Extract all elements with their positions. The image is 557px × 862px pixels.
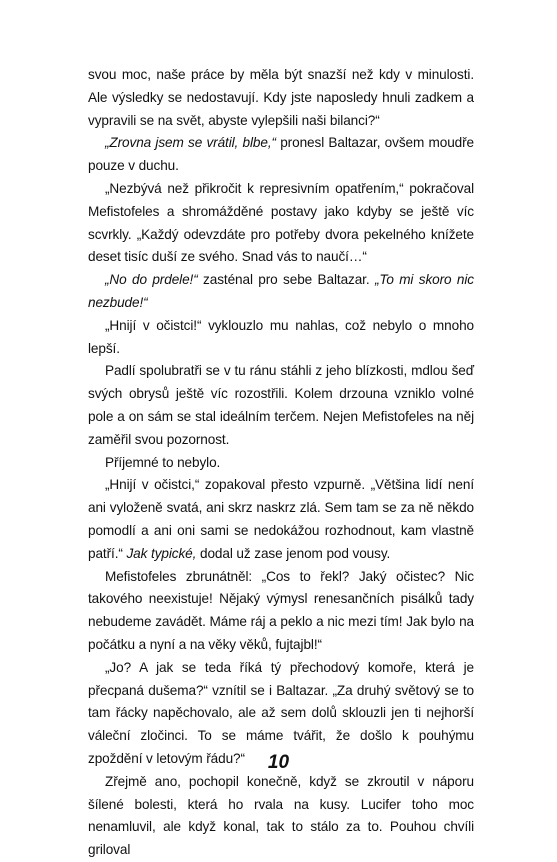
text-run: svou moc, naše práce by měla být snazší než kdy v minulosti. Ale výsledky se nedostavují. Kdy jste naposledy hnuli zadkem a vypravili se na svět, abyste vylepšili naši bilanci?“ <box>88 67 474 128</box>
italic-text-run: „To mi skoro nic nezbude!“ <box>88 272 474 310</box>
text-run: Padlí spolubratři se v tu ránu stáhli z jeho blízkosti, mdlou šeď svých obrysů ještě víc rozostřili. Kolem drzouna vzniklo volné pole a on sám se stal ideálním terčem. Nejen Mefistofeles na něj zaměřil svou pozornost. <box>88 363 474 447</box>
text-run: „Hnijí v očistci,“ zopakoval přesto vzpurně. „Většina lidí není ani vyloženě svatá, ani skrz naskrz zlá. Sem tam se za ně někdo pomodlí a ani oni sami se nedokážou rozhodnout, kam vlastně patří.“ <box>88 477 474 561</box>
text-run: zasténal pro sebe Baltazar. <box>197 272 375 288</box>
paragraph <box>88 474 474 565</box>
text-run: pronesl Baltazar, ovšem moudře pouze v duchu. <box>88 135 474 174</box>
page-number: 10 <box>267 752 290 773</box>
italic-text-run: „No do prdele!“ <box>105 272 198 288</box>
paragraph <box>88 771 474 862</box>
paragraph <box>88 132 474 178</box>
paragraph <box>88 64 474 132</box>
text-run: dodal už zase jenom pod vousy. <box>196 545 391 561</box>
paragraph <box>88 178 474 269</box>
text-run: „Jo? A jak se teda říká tý přechodový komoře, která je přecpaná dušema?“ vznítil se i Baltazar. „Za druhý světový se to tam řácky napěchovalo, ale až sem dolů sklouzli jen ti nejhorší váleční zločinci. To se máme tvářit, že došlo k pouhýmu zpoždění v letovým řádu?“ <box>88 659 474 766</box>
italic-text-run: „Zrovna jsem se vrátil, blbe,“ <box>105 135 276 151</box>
paragraph <box>88 360 474 451</box>
text-run: „Nezbývá než přikročit k represivním opatřením,“ pokračoval Mefistofeles a shromážděné postavy jako kdyby se ještě víc scvrkly. „Každý odevzdáte pro potřeby dvora pekelného knížete deset tisíc duší ze svého. Snad vás to naučí…“ <box>88 180 474 265</box>
text-run: „Hnijí v očistci!“ vyklouzlo mu nahlas, což nebylo o mnoho lepší. <box>88 317 474 356</box>
paragraph <box>88 315 474 361</box>
text-run: Zřejmě ano, pochopil konečně, když se zkroutil v náporu šílené bolesti, která ho rvala na kusy. Lucifer toho moc nenamluvil, ale když konal, tak to stálo za to. Pouhou chvíli griloval <box>88 773 474 858</box>
text-run: Mefistofeles zbrunátněl: „Cos to řekl? Jaký očistec? Nic takového neexistuje! Nějaký výmysl renesančních pisálků tady nebudeme zavádět. Máme ráj a peklo a nic mezi tím! Jak bylo na počátku a nyní a na věky věků, fujtajbl!“ <box>88 568 474 652</box>
paragraph <box>88 269 474 315</box>
text-run: Příjemné to nebylo. <box>105 454 221 470</box>
italic-text-run: Jak typické, <box>126 545 197 561</box>
paragraph <box>88 566 474 657</box>
paragraph <box>88 452 474 475</box>
body-text <box>88 64 474 862</box>
